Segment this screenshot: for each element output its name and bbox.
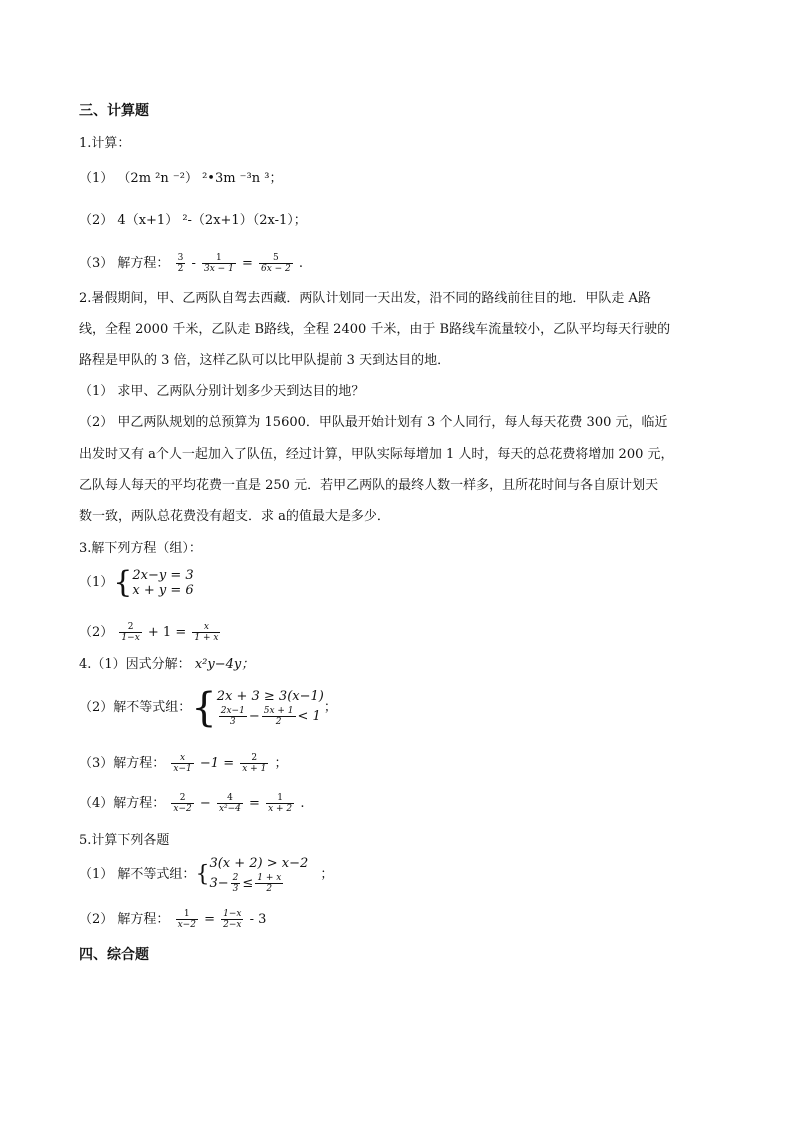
q4-part4-label: （4）解方程：	[79, 796, 166, 811]
fraction: $\frac{4}{\text{x²−4}}$	[218, 793, 241, 814]
equation-system: 2x−y = 3 x + y = 6	[132, 568, 194, 598]
operator: + 1 =	[147, 625, 187, 640]
fraction: $\frac{2x-1}{3}$	[220, 706, 245, 727]
operator: -	[191, 256, 196, 271]
q2-part2-line-1: （2） 甲乙两队规划的总预算为 15600．甲队最开始计划有 3 个人同行，每人每天花费 300 元，临近	[79, 415, 668, 430]
operator: =	[204, 912, 215, 927]
q2-line-1: 2.暑假期间，甲、乙两队自驾去西藏．两队计划同一天出发，沿不同的路线前往目的地．甲队走 A路	[79, 291, 651, 306]
operator: =	[241, 256, 253, 271]
q4-part1-label: 4.（1）因式分解：	[79, 657, 191, 672]
fraction: $\frac{x}{x-1}$	[173, 753, 192, 774]
q4-part3-label: （3）解方程：	[79, 756, 166, 771]
inequality-system: 2x + 3 ≥ 3(x−1) $\frac{2x-1}{3}$ − $\frac{5x + 1}{2}$ < 1	[216, 689, 324, 727]
q1-part3-label: 解方程：	[117, 256, 170, 271]
q4-part3	[79, 753, 287, 774]
q5-part2-label: 解方程：	[117, 912, 170, 927]
q3-part2-number: （2）	[79, 625, 114, 640]
operator: −	[199, 796, 211, 811]
q1-part1-expression: （2m ²n ⁻²） ²•3m ⁻³n ³；	[117, 171, 283, 186]
brace-icon: {	[191, 685, 217, 731]
fraction: $\frac{2}{3}$	[232, 873, 239, 894]
fraction: $\frac{1}{x-2}$	[177, 909, 196, 930]
fraction: $\frac{2}{x + 1}$	[242, 753, 267, 774]
q2-line-3: 路程是甲队的 3 倍，这样乙队可以比甲队提前 3 天到达目的地．	[79, 353, 451, 368]
fraction: $\frac{3}{2}$	[177, 253, 184, 274]
q3-part1	[79, 565, 194, 600]
q1-part1-number: （1）	[79, 171, 114, 186]
q1-part2	[79, 212, 307, 230]
q2-part2-line-3: 乙队每人每天的平均花费一直是 250 元．若甲乙两队的最终人数一样多，且所花时间与各自原计划天	[79, 478, 659, 493]
fraction: $\frac{2}{1-x}$	[121, 622, 140, 643]
q1-part3-number: （3）	[79, 256, 114, 271]
period: .	[298, 256, 304, 271]
q4-part2	[79, 685, 337, 731]
q1-part1	[79, 170, 282, 188]
operator: −1 =	[199, 756, 235, 771]
section-3-title: 三、计算题	[79, 103, 149, 119]
q3-part1-number: （1）	[79, 575, 114, 590]
semicolon: ；	[320, 867, 334, 882]
fraction: $\frac{2}{x-2}$	[173, 793, 192, 814]
fraction: $\frac{1}{3x - 1}$	[204, 253, 234, 274]
q5-part1-number: （1）	[79, 867, 114, 882]
inequality-system: 3(x + 2) > x−2 3− $\frac{2}{3}$ ≤ $\frac{1 + x}{2}$	[209, 856, 309, 894]
fraction: $\frac{1 + x}{2}$	[257, 873, 282, 894]
semicolon: ；	[274, 756, 288, 771]
fraction: $\frac{1}{x + 2}$	[268, 793, 293, 814]
q4-part1	[79, 656, 254, 674]
q2-part2-line-4: 数一致，两队总花费没有超支．求 a的值最大是多少．	[79, 509, 390, 524]
q5-part1-label: 解不等式组：	[117, 867, 196, 882]
q2-part2-line-2: 出发时又有 a个人一起加入了队伍，经过计算，甲队实际每增加 1 人时，每天的总花费将增加 200 元，	[79, 447, 674, 462]
brace-icon: {	[195, 862, 210, 887]
period: .	[300, 796, 305, 811]
q1-part2-number: （2）	[79, 213, 114, 228]
section-4-title: 四、综合题	[79, 947, 149, 963]
q2-part1: （1） 求甲、乙两队分别计划多少天到达目的地？	[79, 384, 365, 399]
fraction: $\frac{5}{6x - 2}$	[260, 253, 291, 274]
q5-part2	[79, 909, 266, 930]
q4-part4	[79, 793, 304, 814]
q1-part3	[79, 253, 303, 274]
q3-part2	[79, 622, 222, 643]
q4-part2-label: （2）解不等式组：	[79, 700, 192, 715]
q1-part2-expression: 4（x+1） ²-（2x+1）（2x-1）；	[117, 213, 307, 228]
q4-part1-expression: x²y−4y；	[194, 657, 255, 672]
q3-stem: 3.解下列方程（组）：	[79, 541, 202, 556]
brace-icon: {	[113, 565, 133, 600]
q5-part2-number: （2）	[79, 912, 114, 927]
fraction: $\frac{x}{1 + x}$	[194, 622, 219, 643]
q2-line-2: 线，全程 2000 千米，乙队走 B路线，全程 2400 千米，由于 B路线车流量较小，乙队平均每天行驶的	[79, 322, 671, 337]
semicolon: ；	[323, 700, 337, 715]
fraction: $\frac{1-x}{2-x}$	[223, 909, 242, 930]
q1-stem: 1.计算：	[79, 136, 131, 151]
trailing-term: - 3	[249, 912, 267, 927]
q5-stem: 5.计算下列各题	[79, 833, 170, 848]
fraction: $\frac{5x + 1}{2}$	[263, 706, 294, 727]
operator: =	[249, 796, 260, 811]
q5-part1	[79, 856, 333, 894]
